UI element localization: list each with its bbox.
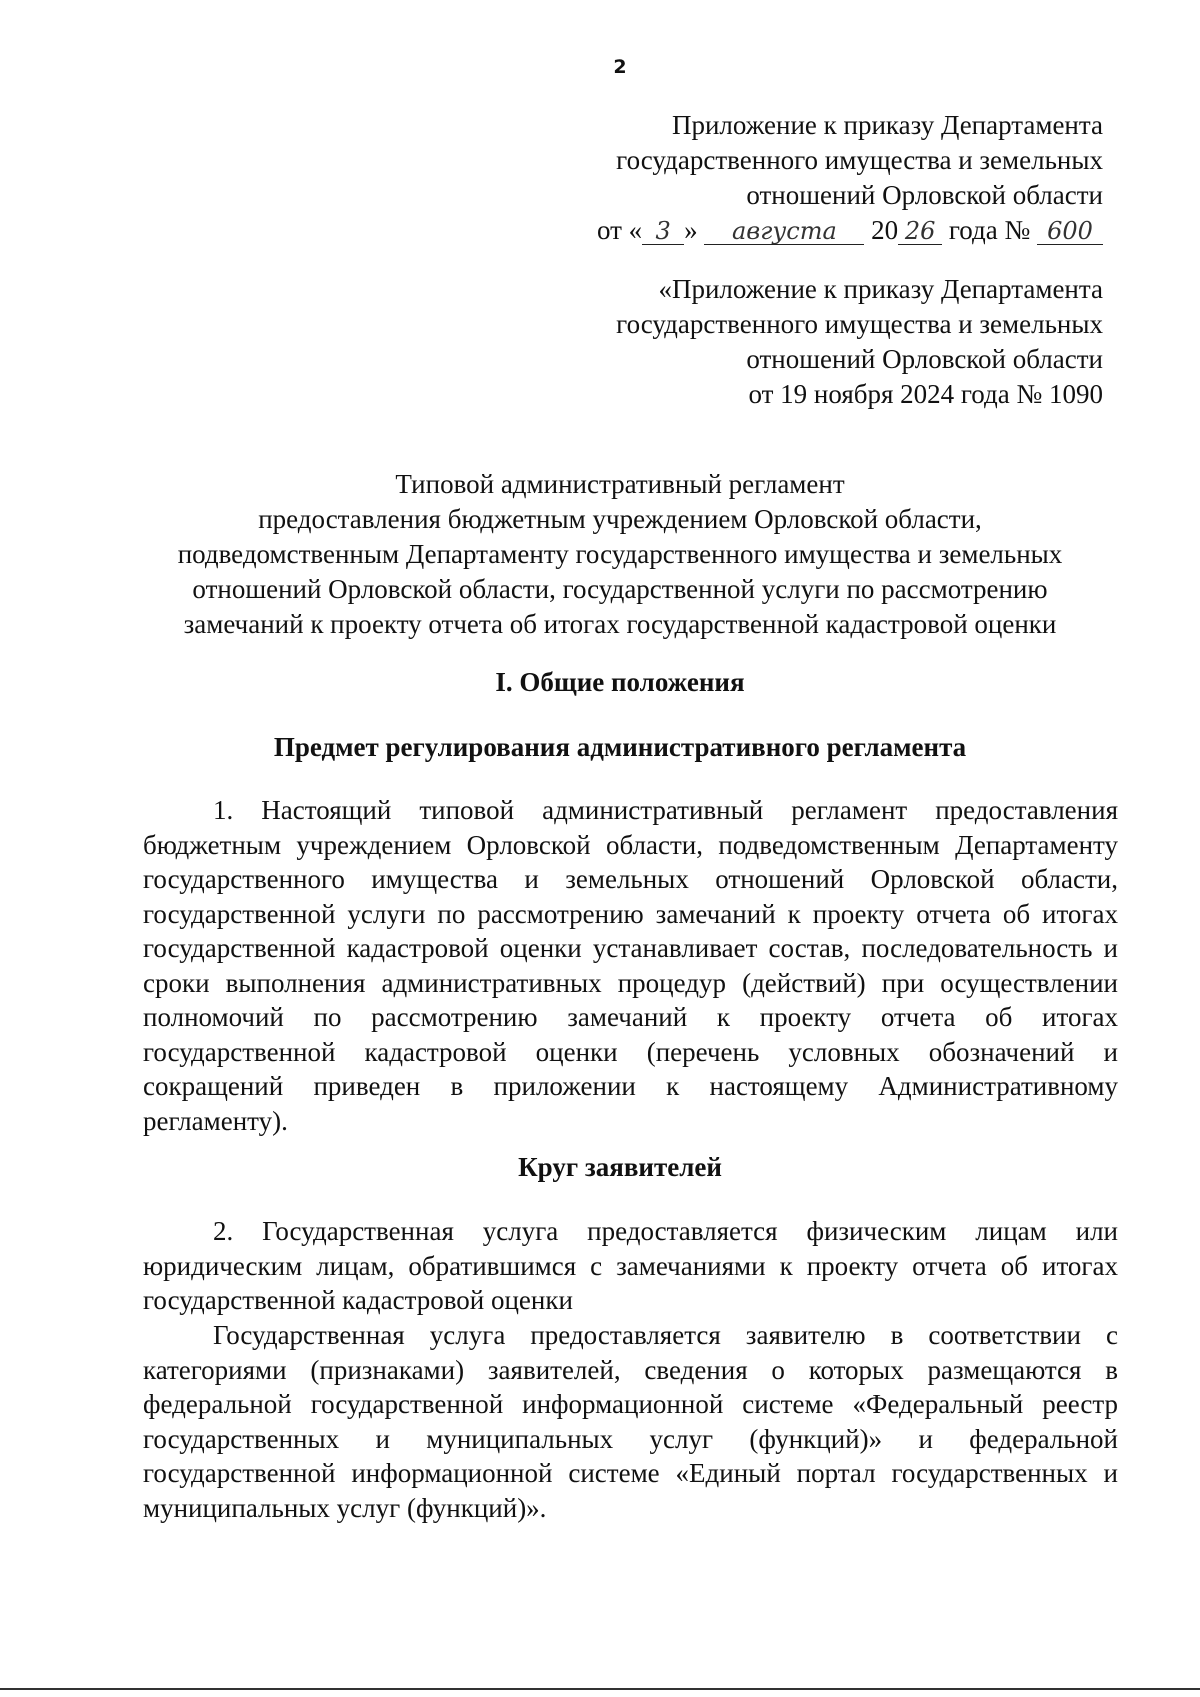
section-heading-general: I. Общие положения: [495, 667, 745, 697]
date-mid: »: [684, 215, 698, 245]
date-month-handwritten: августа: [704, 218, 864, 245]
title-line-4: отношений Орловской области, государственной услуги по рассмотрению: [192, 574, 1048, 604]
bottom-rule: [0, 1688, 1200, 1690]
prev-appendix-line-3: отношений Орловской области: [746, 344, 1103, 374]
order-number-handwritten: 600: [1037, 218, 1103, 245]
year-label: года №: [948, 215, 1031, 245]
prev-appendix-line-4: от 19 ноября 2024 года № 1090: [748, 379, 1103, 409]
section-heading-applicants: Круг заявителей: [518, 1152, 722, 1182]
date-prefix: от «: [596, 215, 643, 245]
section-heading-subject: Предмет регулирования административного регламента: [273, 732, 967, 762]
date-day-handwritten: 3: [642, 218, 684, 245]
document-title: [120, 467, 1120, 642]
appendix-line-1: Приложение к приказу Департамента: [671, 110, 1103, 140]
title-line-1: Типовой административный регламент: [395, 469, 845, 499]
year-prefix: 20: [871, 215, 899, 245]
year-suffix-handwritten: 26: [898, 218, 942, 245]
appendix-header: [597, 108, 1103, 248]
title-line-3: подведомственным Департаменту государственного имущества и земельных: [177, 539, 1063, 569]
paragraph-3: Государственная услуга предоставляется заявителю в соответствии с категориями (признаками) заявителей, сведения о которых размещаются в федеральной государственной информационной системе «Федеральный реестр государственных и муниципальных услуг (функций)» и федеральной государственной информационной системе «Единый портал государственных и муниципальных услуг (функций)».: [143, 1320, 1118, 1523]
paragraph-2: 2. Государственная услуга предоставляется физическим лицам или юридическим лицам, обратившимся с замечаниями к проекту отчета об итогах государственной кадастровой оценки: [143, 1216, 1118, 1315]
prev-appendix-line-1: «Приложение к приказу Департамента: [658, 274, 1103, 304]
appendix-date-line: [597, 213, 1103, 248]
title-line-2: предоставления бюджетным учреждением Орловской области,: [258, 504, 982, 534]
appendix-line-3: отношений Орловской области: [746, 180, 1103, 210]
title-line-5: замечаний к проекту отчета об итогах государственной кадастровой оценки: [183, 609, 1057, 639]
prev-appendix-line-2: государственного имущества и земельных: [616, 309, 1103, 339]
paragraph-1: 1. Настоящий типовой административный регламент предоставления бюджетным учреждением Орловской области, подведомственным Департаменту государственного имущества и земельных отношений Орловской области, государственной услуги по рассмотрению замечаний к проекту отчета об итогах государственной кадастровой оценки устанавливает состав, последовательность и сроки выполнения административных процедур (действий) при осуществлении полномочий по рассмотрению замечаний к проекту отчета об итогах государственной кадастровой оценки (перечень условных обозначений и сокращений приведен в приложении к настоящему Административному регламенту).: [143, 795, 1118, 1136]
previous-appendix-header: [616, 272, 1103, 412]
appendix-line-2: государственного имущества и земельных: [616, 145, 1103, 175]
page-number: 2: [613, 56, 627, 78]
